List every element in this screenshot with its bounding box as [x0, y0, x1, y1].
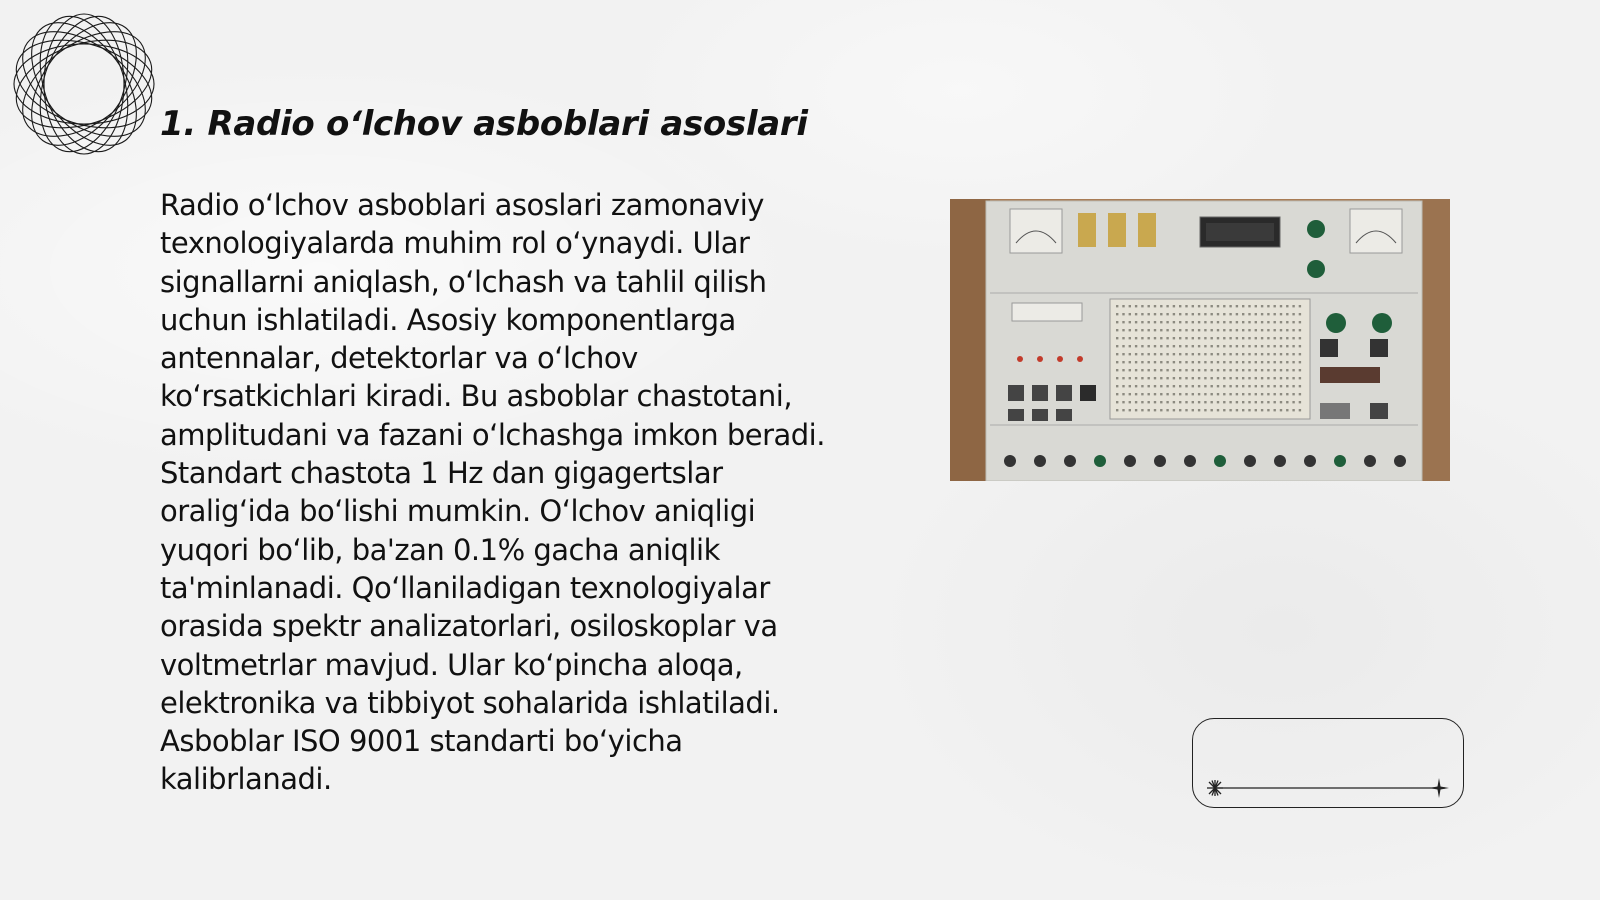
timeline-box [1192, 718, 1464, 808]
electronics-panel-photo [950, 199, 1450, 481]
starburst-icon [1207, 780, 1223, 796]
slide-body-text: Radio oʻlchov asboblari asoslari zamonaviy texnologiyalarda muhim rol oʻynaydi. Ular signallarni aniqlash, oʻlchash va tahlil qilish uchun ishlatiladi. Asosiy komponentlarga antennalar, detektorlar va oʻlchov koʻrsatkichlari kiradi. Bu asboblar chastotani, amplitudani va fazani oʻlchashga imkon beradi. Standart chastota 1 Hz dan gigagertslar oraligʻida boʻlishi mumkin. Oʻlchov aniqligi yuqori boʻlib, ba'zan 0.1% gacha aniqlik ta'minlanadi. Qoʻllaniladigan texnologiyalar orasida spektr analizatorlari, osiloskoplar va voltmetrlar mavjud. Ular koʻpincha aloqa, elektronika va tibbiyot sohalarida ishlatiladi. Asboblar ISO 9001 standarti boʻyicha kalibrlanadi. [160, 188, 825, 797]
sparkle-icon [1429, 778, 1449, 798]
spirograph-rings-icon [10, 10, 158, 158]
slide-title: 1. Radio oʻlchov asboblari asoslari [160, 104, 808, 144]
